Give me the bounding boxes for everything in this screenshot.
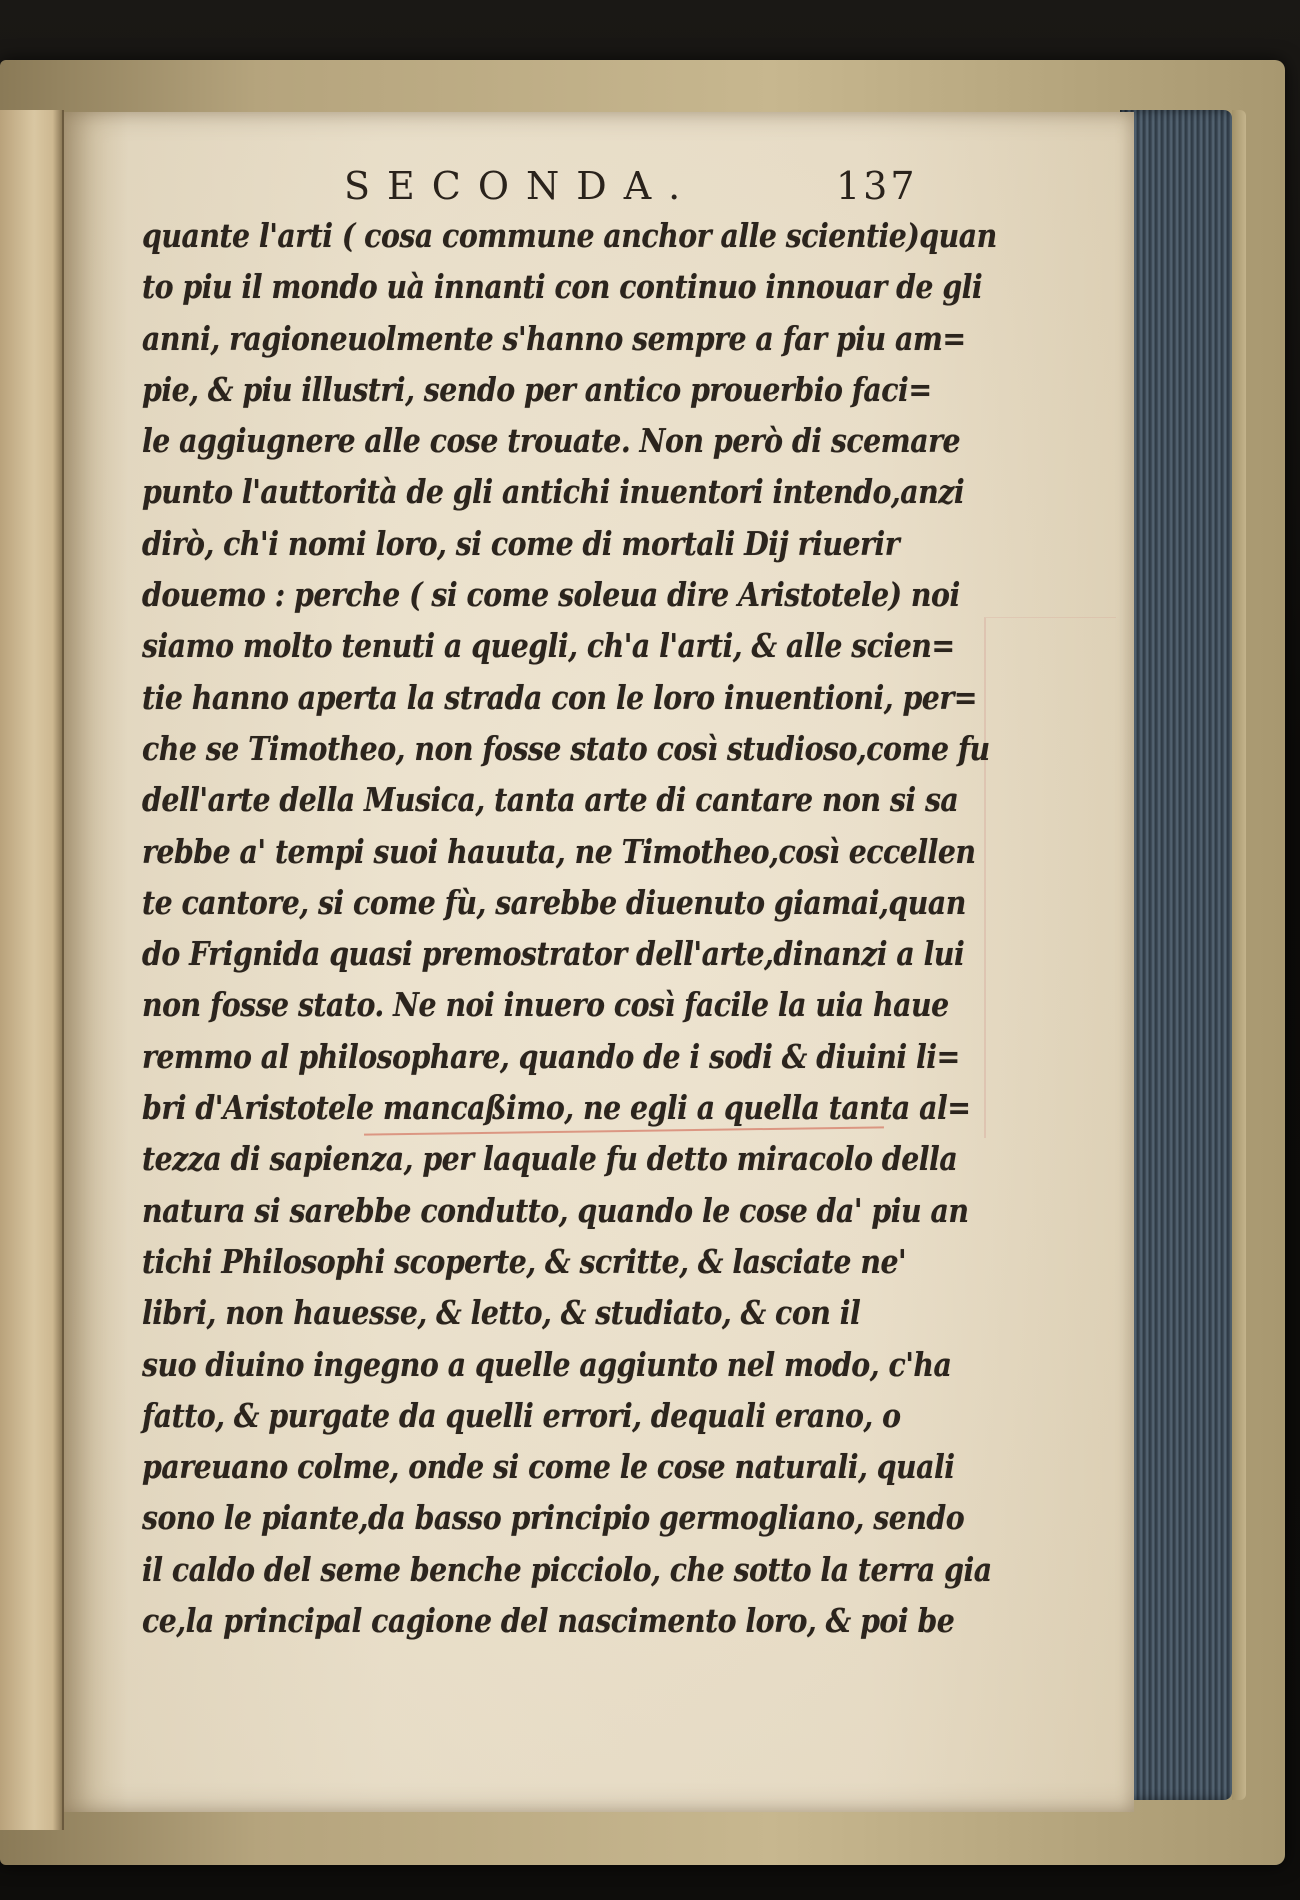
text-line: pareuano colme, onde si come le cose naturali, quali [142, 1447, 955, 1487]
text-line: punto l'auttorità de gli antichi inuentori intendo,anzi [142, 472, 965, 512]
text-line: bri d'Aristotele mancaßimo, ne egli a quella tanta al= [142, 1088, 971, 1128]
text-line: quante l'arti ( cosa commune anchor alle scientie)quan [142, 216, 997, 255]
text-line: remmo al philosophare, quando de i sodi & diuini li= [142, 1036, 960, 1076]
text-line: tichi Philosophi scoperte, & scritte, & lasciate ne' [142, 1241, 907, 1281]
text-line: tezza di sapienza, per laquale fu detto miracolo della [142, 1139, 958, 1179]
text-line: rebbe a' tempi suoi hauuta, ne Timotheo,così eccellen [142, 831, 976, 871]
text-line: suo diuino ingegno a quelle aggiunto nel modo, c'ha [142, 1344, 952, 1384]
text-line: dirò, ch'i nomi loro, si come di mortali Dij riuerir [142, 523, 900, 563]
page-number: 137 [836, 164, 918, 208]
text-line: che se Timotheo, non fosse stato così studioso,come fu [142, 728, 990, 768]
running-head: SECONDA. [344, 164, 698, 208]
text-line: te cantore, si come fù, sarebbe diuenuto giamai,quan [142, 882, 966, 922]
text-line: do Frignida quasi premostrator dell'arte,dinanzi a lui [142, 934, 965, 974]
text-line: tie hanno aperta la strada con le loro inuentioni, per= [142, 677, 978, 717]
text-line: libri, non hauesse, & letto, & studiato, & con il [142, 1293, 861, 1333]
text-block [142, 210, 1022, 1646]
text-line: pie, & piu illustri, sendo per antico prouerbio faci= [142, 369, 932, 409]
text-line: ce,la principal cagione del nascimento loro, & poi be [142, 1601, 955, 1641]
text-line: douemo : perche ( si come soleua dire Aristotele) noi [142, 575, 960, 615]
text-line: fatto, & purgate da quelli errori, dequali erano, o [142, 1395, 901, 1435]
text-line: sono le piante,da basso principio germogliano, sendo [142, 1498, 965, 1538]
page-edge-stack [1120, 110, 1232, 1800]
text-line: natura si sarebbe condutto, quando le cose da' piu an [142, 1190, 969, 1230]
text-line: il caldo del seme benche picciolo, che sotto la terra gia [142, 1549, 992, 1589]
text-line: to piu il mondo uà innanti con continuo innouar de gli [142, 267, 983, 307]
right-page [64, 112, 1134, 1812]
text-line: siamo molto tenuti a quegli, ch'a l'arti, & alle scien= [142, 626, 955, 666]
text-line: anni, ragioneuolmente s'hanno sempre a far piu am= [142, 318, 966, 358]
left-page-edge [0, 110, 64, 1830]
text-line: le aggiugnere alle cose trouate. Non però di scemare [142, 421, 961, 461]
text-line: non fosse stato. Ne noi inuero così facile la uia haue [142, 985, 949, 1025]
text-line: dell'arte della Musica, tanta arte di cantare non si sa [142, 780, 959, 820]
